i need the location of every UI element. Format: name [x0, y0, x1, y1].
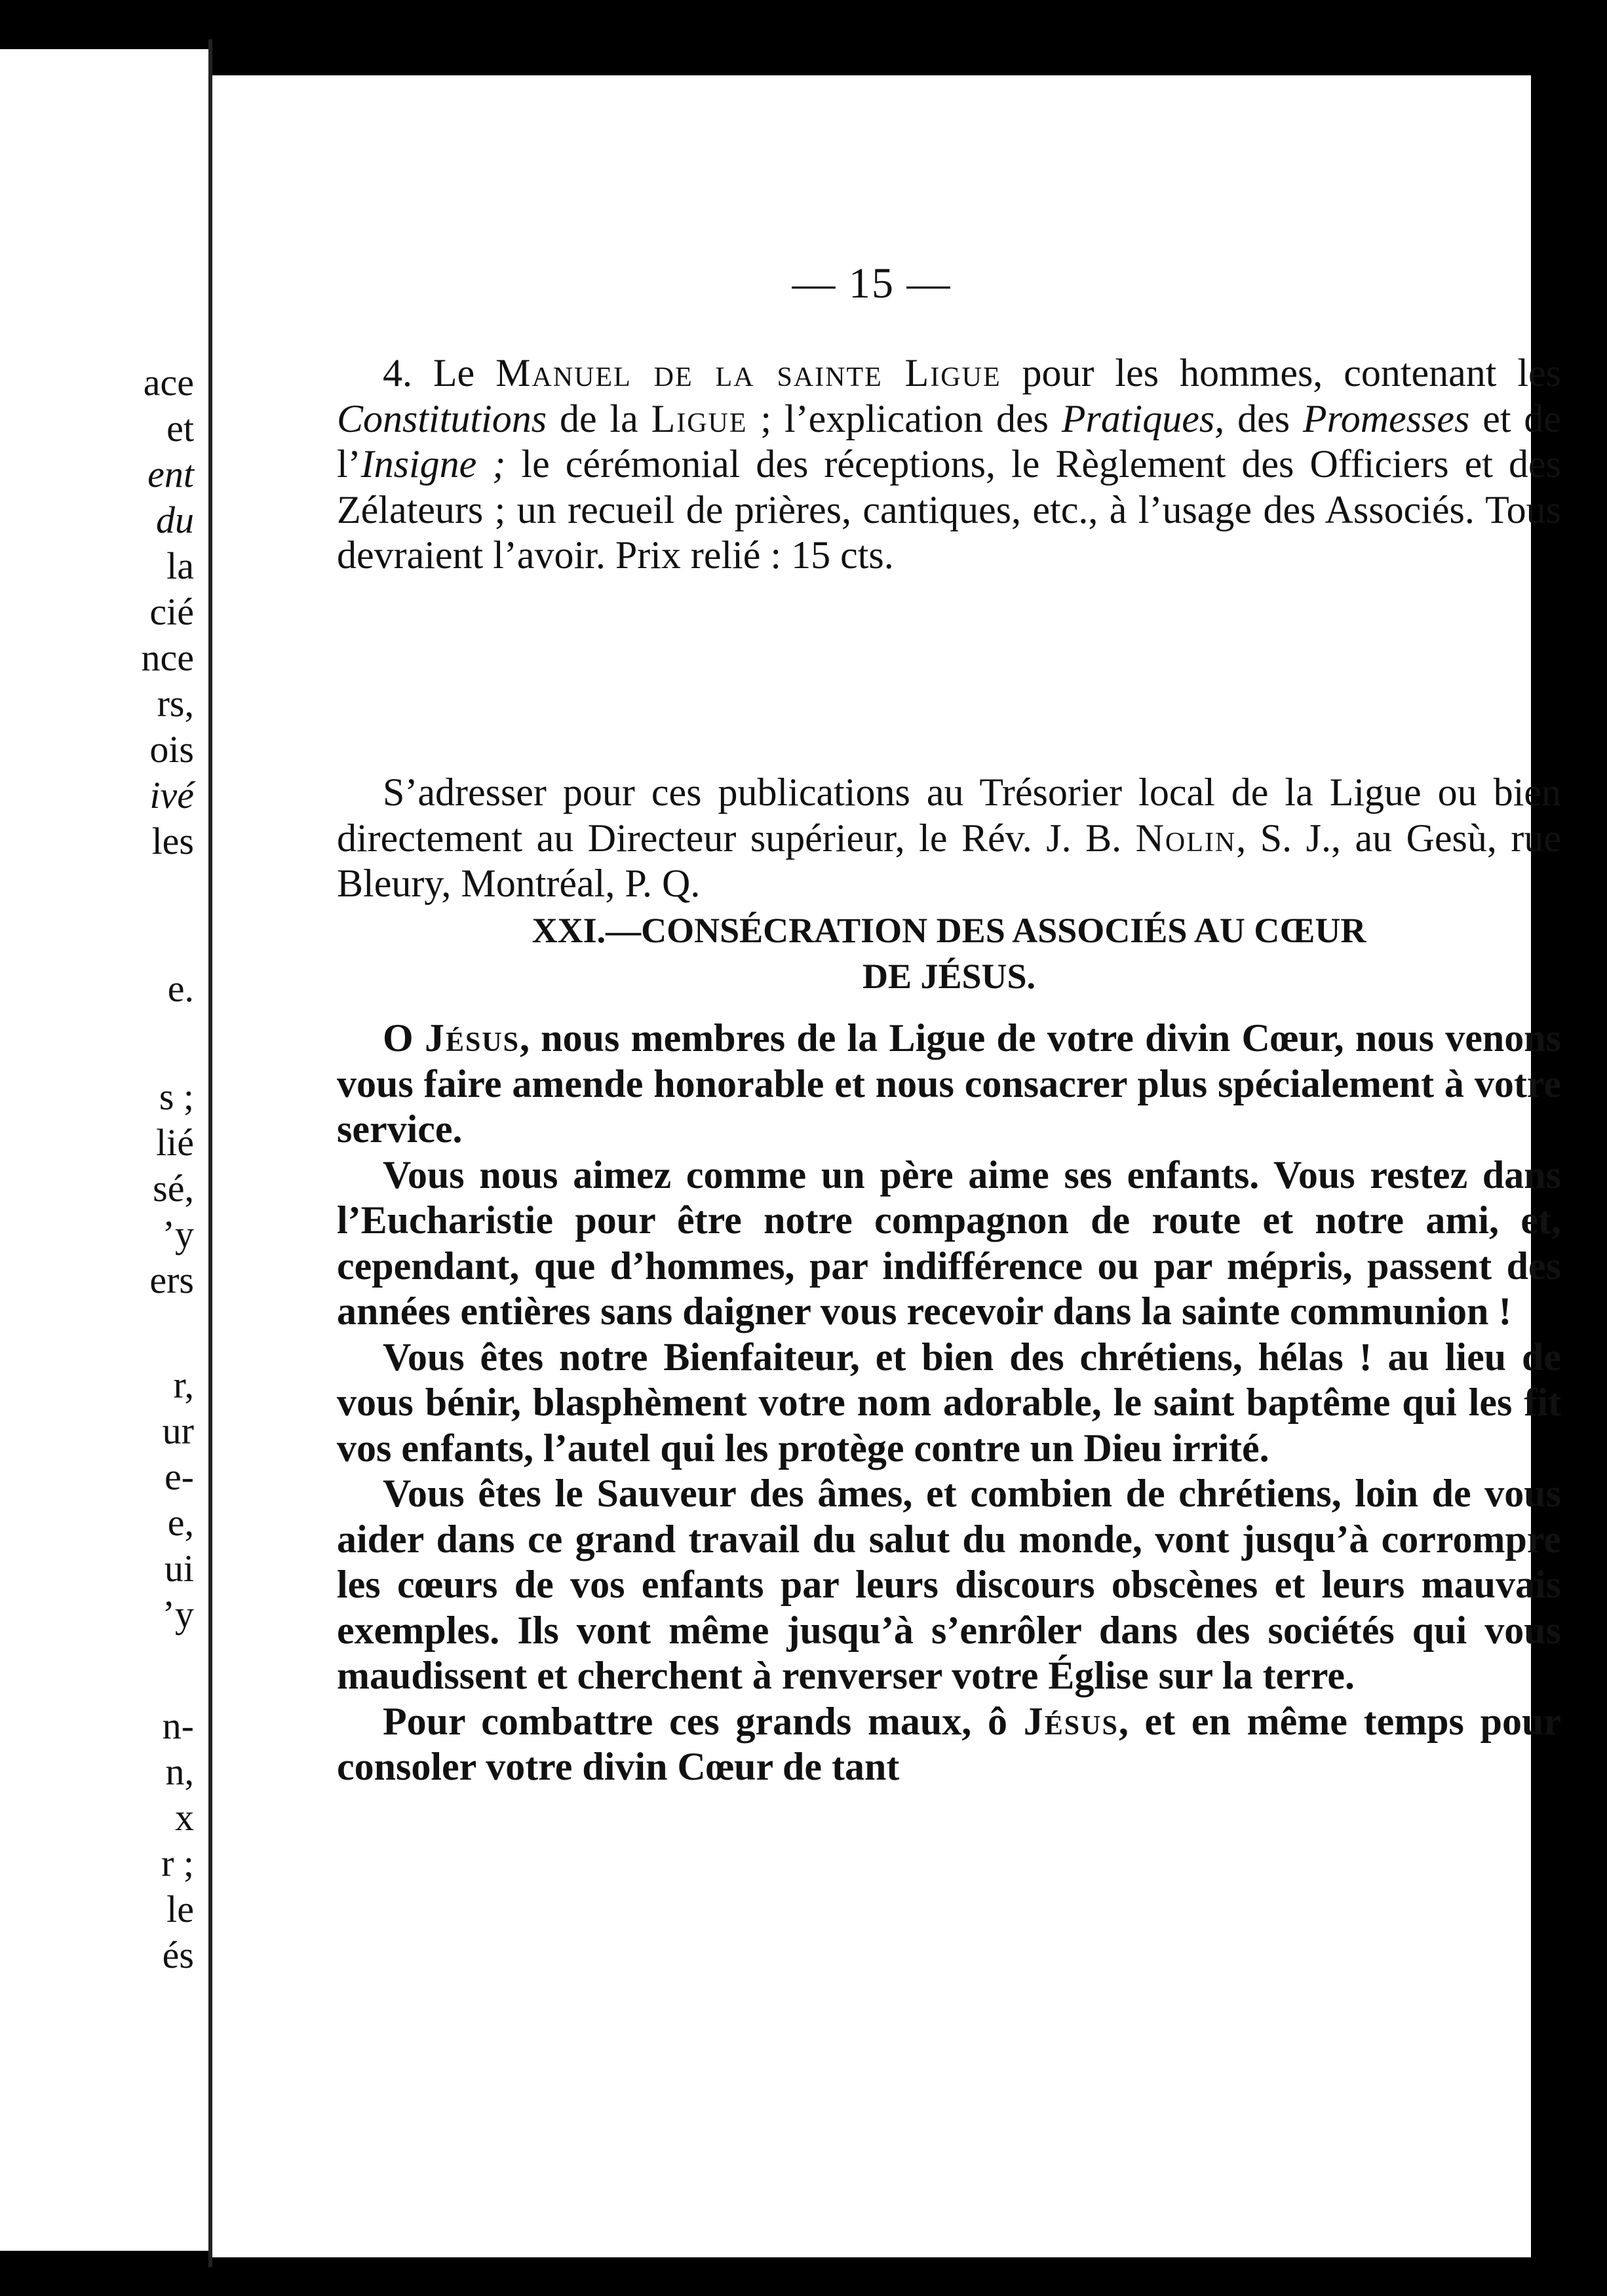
left-fragment: r,: [173, 1364, 194, 1406]
left-fragment: r ;: [161, 1842, 194, 1885]
left-fragment: e,: [167, 1501, 194, 1544]
text-run: , nous membres de la Ligue de votre divin Cœur, nous venons vous faire amende honorable et nous consacrer plus spécialement à votre service.: [337, 1016, 1561, 1151]
consecration-paragraph: Vous êtes notre Bienfaiteur, et bien des chrétiens, hélas ! au lieu de vous bénir, blasphèment votre nom adorable, le saint baptême qui les fit vos enfants, l’autel qui les protège contre un Dieu irrité.: [337, 1335, 1561, 1470]
insigne-term: Insigne ;: [360, 442, 506, 486]
section-heading: [337, 908, 1561, 999]
address-paragraph: [337, 770, 1561, 907]
left-page: [0, 49, 208, 2251]
left-fragment: n-: [162, 1704, 194, 1747]
ligue-term: Ligue: [651, 396, 748, 440]
left-fragment: lié: [156, 1121, 194, 1164]
consecration-text: [337, 1016, 1561, 1790]
consecration-paragraph: Vous nous aimez comme un père aime ses enfants. Vous restez dans l’Eucharistie pour être notre compagnon de route et notre ami, et, cependant, que d’hommes, par indifférence ou par mépris, passent des années entières sans daigner vous recevoir dans la sainte communion !: [337, 1153, 1561, 1333]
left-fragment: e-: [164, 1455, 194, 1498]
text-run: le cérémonial des réceptions, le Règlement des Officiers et des Zélateurs ; un recueil de prières, cantiques, etc., à l’usage des Associés. Tous devraient l’avoir. Prix relié : 15 cts.: [337, 442, 1561, 577]
left-fragment: ois: [149, 728, 194, 771]
text-run: pour les hommes, contenant les: [1001, 351, 1561, 394]
text-run: Pour combattre ces grands maux, ô: [383, 1699, 1024, 1743]
text-run: des: [1224, 396, 1303, 440]
left-fragment: n,: [165, 1750, 194, 1793]
left-fragment: cié: [149, 590, 194, 633]
left-fragment: s ;: [159, 1075, 194, 1118]
text-run: , et en même temps pour consoler votre divin Cœur de tant: [337, 1699, 1561, 1788]
consecration-paragraph: [337, 1699, 1561, 1790]
heading-line: XXI.—CONSÉCRATION DES ASSOCIÉS AU CŒUR: [532, 911, 1366, 950]
left-fragment: x: [175, 1796, 194, 1839]
text-run: de la: [547, 396, 651, 440]
jesus-name: Jésus: [1023, 1699, 1119, 1743]
left-fragment: e.: [167, 967, 194, 1010]
left-fragment: sé,: [153, 1167, 194, 1210]
left-fragment: ivé: [149, 774, 194, 816]
page-number: — 15 —: [792, 259, 952, 307]
left-fragment: les: [151, 820, 194, 862]
left-fragment: et: [166, 407, 194, 450]
text-run: , S. J., au Gesù, rue Bleury, Montréal, P. Q.: [337, 816, 1561, 905]
jesus-name: Jésus: [424, 1016, 520, 1060]
consecration-paragraph: [337, 1016, 1561, 1153]
left-fragment: nce: [141, 636, 194, 679]
right-page: [212, 75, 1561, 2257]
text-run: et de l’: [337, 396, 1561, 486]
left-fragment: ur: [162, 1409, 194, 1452]
left-fragment: le: [166, 1888, 194, 1930]
left-fragment: la: [166, 545, 194, 587]
left-fragment: du: [156, 499, 194, 541]
director-name: Nolin: [1135, 816, 1237, 860]
left-fragment: és: [162, 1934, 194, 1976]
left-fragment: ’y: [162, 1593, 194, 1636]
left-fragment: ers: [149, 1259, 194, 1301]
left-fragment: ’y: [162, 1213, 194, 1255]
left-fragment: ui: [164, 1547, 194, 1590]
constitutions-term: Constitutions: [337, 396, 547, 440]
consecration-paragraph: Vous êtes le Sauveur des âmes, et combien de chrétiens, loin de vous aider dans ce grand travail du salut du monde, vont jusqu’à corrompre les cœurs de vos enfants par leurs discours obscènes et leurs mauvais exemples. Ils vont même jusqu’à s’enrôler dans des sociétés qui vous maudissent et cherchent à renverser votre Église sur la terre.: [337, 1472, 1561, 1697]
left-fragment: ent: [147, 453, 194, 495]
manual-title: Manuel de la sainte Ligue: [495, 351, 1001, 394]
item-number: 4. Le: [383, 351, 496, 394]
item-4-paragraph: [337, 351, 1561, 579]
left-fragment: rs,: [157, 682, 194, 725]
text-run: ; l’explication des: [747, 396, 1062, 440]
text-run: O: [383, 1016, 425, 1060]
text-run: S’adresser pour ces publications au Trésorier local de la Ligue ou bien directement au Directeur supérieur, le Rév. J. B.: [337, 771, 1561, 860]
left-fragment: ace: [143, 361, 194, 404]
promesses-term: Promesses: [1302, 396, 1470, 440]
pratiques-term: Pratiques,: [1061, 396, 1225, 440]
left-page-fragments: [0, 49, 208, 2251]
heading-line: DE JÉSUS.: [862, 957, 1036, 996]
